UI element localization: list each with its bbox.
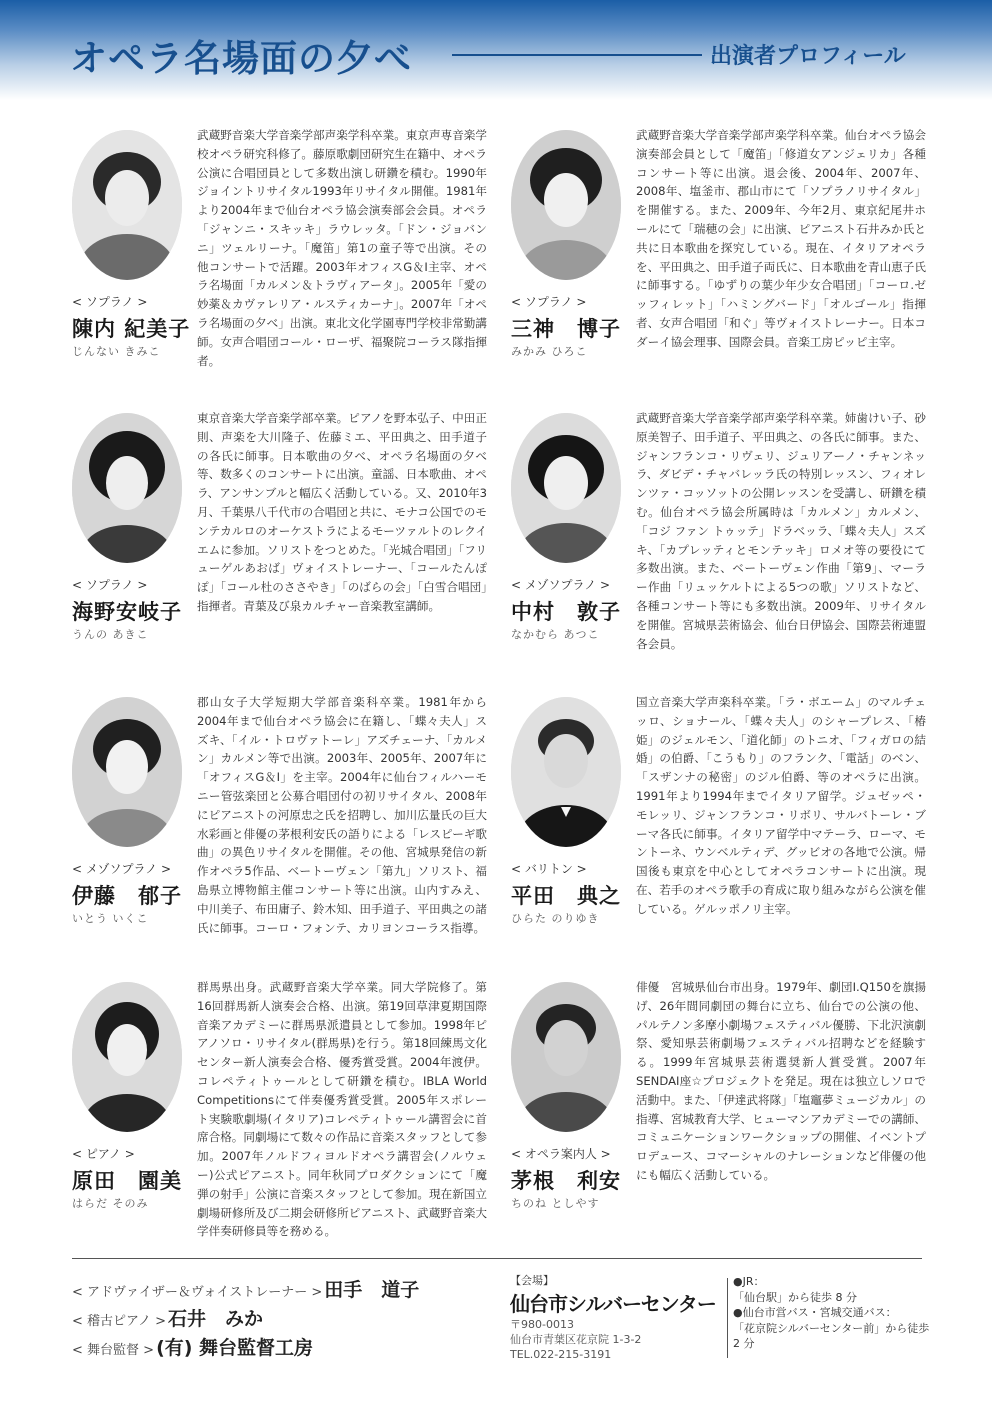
performer-reading: みかみ ひろこ [511, 345, 588, 358]
performer-bio: 東京音楽大学音楽学部卒業。ピアノを野本弘子、中田正則、声楽を大川隆子、佐藤ミエ、平田典之、田手道子の各氏に師事。日本歌曲の夕べ、オペラ名場面の夕べ等、数多くのコンサートに出演。童謡、日本歌曲、オペラ、アンサンブルと幅広く活動している。又、2010年3月、千葉県八千代市の合唱団と共に、モナコ公国でのモンテカルロのオーケストラによるモーツァルトのレクイエムに参加。ソリストをつとめた。「光城合唱団」「フリューゲルあおば」ヴォイストレーナー、「コールたんぽぽ」「コール杜のささやき」「のばらの会」「白雪合唱団」指揮者。青葉及び泉カルチャー音楽教室講師。 [197, 411, 487, 613]
access-bus-label: ●仙台市営バス・宮城交通バス： [733, 1306, 897, 1319]
profile-card [72, 413, 512, 683]
performer-name: 陳内 紀美子 [72, 317, 191, 341]
performer-bio: 武蔵野音楽大学音楽学部声楽学科卒業。仙台オペラ協会演奏部会員として「魔笛」「修道女アンジェリカ」各種コンサート等に出演。退会後、2004年、2007年、2008年、塩釜市、郡山市にて「ソプラノリサイタル」を開催する。また、2009年、今年2月、東京紀尾井ホールにて「瑞穂の会」に出演、ピアニスト石井みか氏と共に日本歌曲を探究している。現在、イタリアオペラを、平田典之、田手道子両氏に、日本歌曲を青山恵子氏に師事する。「ゆずりの葉少年少女合唱団」「コーロ.ゼッフィレット」「ハミングバード」「オルゴール」指揮者、女声合唱団「和ぐ」等ヴォイストレーナー。日本コダーイ協会理事、国際会員。音楽工房ピッピ主宰。 [636, 128, 926, 349]
performer-reading: いとう いくこ [72, 912, 149, 925]
staff-role: < アドヴァイザー＆ヴォイストレーナー > [72, 1285, 323, 1300]
venue-address: 仙台市青葉区花京院 1-3-2 [510, 1333, 642, 1346]
title-rule [452, 54, 702, 56]
page-title: オペラ名場面の夕べ [70, 37, 412, 80]
performer-role: < メゾソプラノ > [511, 578, 611, 592]
performer-role: < ソプラノ > [511, 295, 587, 309]
access-jr-label: ●JR： [733, 1275, 765, 1288]
venue-name: 仙台市シルバーセンター [510, 1292, 716, 1316]
performer-bio: 郡山女子大学短期大学部音楽科卒業。1981年から2004年まで仙台オペラ協会に在籍し、「蝶々夫人」スズキ、「イル・トロヴァトーレ」アズチェーナ、「カルメン」カルメン等で出演。2003年、2005年、2007年に「オフィスG＆I」を主宰。2004年に仙台フィルハーモニー管弦楽団と公募合唱団付の初リサイタル、2008年にピアニストの河原忠之氏を招聘し、加川広量氏の巨大水彩画と俳優の茅根利安氏の語りによる「レスピーギ歌曲」の異色リサイタルを開催。その他、宮城県発信の新作オペラ5作品、ベートーヴェン「第九」ソリスト、福島県立博物館主催コンサート等に出演。山内すみえ、中川美子、布田庸子、鈴木知、田手道子、平田典之の諸氏に師事。コーロ・フォンテ、カリヨンコーラス指導。 [197, 695, 487, 935]
staff-role: < 稽古ピアノ > [72, 1314, 167, 1329]
performer-bio: 群馬県出身。武蔵野音楽大学卒業。同大学院修了。第16回群馬新人演奏会合格、出演。第19回草津夏期国際音楽アカデミーに群馬県派遣員として参加。1998年ピアノソロ・リサイタル(群馬県)を行う。第18回練馬文化センター新人演奏会合格、優秀賞受賞。2004年渡伊。コレペティトゥールとして研鑽を積む。IBLA World Competitionsにて伴奏優秀賞受賞。2005年スポレート実験歌劇場(イタリア)コレペティトゥール講習会に首席合格。同劇場にて数々の作品に音楽スタッフとして参加。2007年ノルドフィヨルドオペラ講習会(ノルウェー)公式ピアニスト。同年秋同プロダクションにて「魔弾の射手」公演に音楽スタッフとして参加。現在新国立劇場研修所及び二期会研修所ピアニスト、武蔵野音楽大学伴奏研修員等を務める。 [197, 980, 487, 1239]
venue-label: 【会場】 [510, 1274, 554, 1287]
access-bus-text: 「花京院シルバーセンター前」から徒歩 2 分 [733, 1321, 930, 1350]
performer-photo [511, 697, 621, 847]
access-jr-text: 「仙台駅」から徒歩 8 分 [733, 1290, 857, 1304]
performer-photo [72, 697, 182, 847]
venue-tel: TEL.022-215-3191 [510, 1348, 612, 1361]
profile-card [72, 697, 512, 967]
staff-name: (有) 舞台監督工房 [156, 1337, 314, 1359]
venue-postal: 〒980-0013 [510, 1318, 574, 1331]
staff-row [72, 1333, 313, 1360]
performer-photo [72, 982, 182, 1132]
venue-block [510, 1272, 720, 1362]
performer-reading: はらだ そのみ [72, 1197, 149, 1210]
performer-reading: じんない きみこ [72, 345, 161, 358]
staff-name: 石井 みか [168, 1308, 264, 1330]
staff-row [72, 1304, 263, 1331]
performer-name: 海野安岐子 [72, 600, 182, 624]
profile-card [511, 130, 951, 400]
page-subtitle: 出演者プロフィール [710, 44, 906, 69]
performer-role: < ソプラノ > [72, 295, 148, 309]
performer-bio: 武蔵野音楽大学音楽学部声楽学科卒業。姉歯けい子、砂原美智子、田手道子、平田典之、の各氏に師事。また、ジャンフランコ・リヴェリ、ジュリアーノ・チャンネッラ、ダビデ・チャバレッラ氏の特別レッスン、フィオレンツァ・コッソットの公開レッスンを受講し、研鑽を積む。仙台オペラ協会所属時は「カルメン」カルメン、「コジ ファン トゥッテ」ドラベッラ、「蝶々夫人」スズキ、「カプレッティとモンテッキ」ロメオ等の要役にて多数出演。また、ベートーヴェン作曲「第9」、マーラー作曲「リュッケルトによる5つの歌」ソリストなど、各種コンサート等にも多数出演。2009年、リサイタルを開催。宮城県芸術協会、仙台日伊協会、国際芸術連盟各会員。 [636, 411, 926, 651]
performer-photo [72, 413, 182, 563]
venue-divider [727, 1278, 728, 1358]
performer-role: < ピアノ > [72, 1147, 135, 1161]
performer-reading: うんの あきこ [72, 628, 149, 641]
footer-divider [72, 1258, 922, 1259]
performer-role: < ソプラノ > [72, 578, 148, 592]
performer-name: 茅根 利安 [511, 1169, 621, 1193]
performer-photo [511, 130, 621, 280]
performer-photo [511, 982, 621, 1132]
access-info [733, 1274, 933, 1352]
performer-role: < オペラ案内人 > [511, 1147, 611, 1161]
performer-reading: ひらた のりゆき [511, 912, 600, 925]
performer-bio: 国立音楽大学声楽科卒業。「ラ・ボエーム」のマルチェッロ、ショナール、「蝶々夫人」のシャープレス、「椿姫」のジェルモン、「道化師」のトニオ、「フィガロの結婚」の伯爵、「こうもり」のフランク、「電話」のベン、「スザンナの秘密」のジル伯爵、等のオペラに出演。1991年より1994年までイタリア留学。ジュゼッペ・モレッリ、ジャンフランコ・リボリ、サルバトーレ・ブーマ各氏に師事。イタリア留学中マテーラ、ローマ、モントーネ、ウンベルティデ、グッビオの各地で公演。帰国後も東京を中心としてオペラコンサートに出演。現在、若手のオペラ歌手の育成に取り組みながら公演を催している。ゲルッポノリ主宰。 [636, 695, 926, 916]
performer-role: < メゾソプラノ > [72, 862, 172, 876]
performer-photo [72, 130, 182, 280]
profile-card [72, 130, 512, 400]
performer-name: 伊藤 郁子 [72, 884, 182, 908]
profile-card [511, 982, 951, 1252]
performer-bio: 俳優 宮城県仙台市出身。1979年、劇団I.Q150を旗揚げ、26年間同劇団の舞台に立ち、仙台での公演の他、パルテノン多摩小劇場フェスティバル優勝、下北沢演劇祭、愛知県芸術劇場フェスティバル招聘などを経験する。1999年宮城県芸術選奨新人賞受賞。2007年SENDAI座☆プロジェクトを発足。現在は独立しソロで活動中。また、「伊達武将隊」「塩竈夢ミュージカル」の指導、宮城教育大学、ヒューマンアカデミーでの講師、コミュニケーションワークショップの開催、イベントプロデュース、コマーシャルのナレーションなど俳優の他にも幅広く活動している。 [636, 980, 926, 1182]
staff-role: < 舞台監督 > [72, 1343, 155, 1358]
performer-name: 原田 園美 [72, 1169, 182, 1193]
performer-reading: ちのね としやす [511, 1197, 600, 1210]
performer-role: < バリトン > [511, 862, 587, 876]
profile-card [511, 697, 951, 967]
profile-card [511, 413, 951, 683]
staff-row [72, 1275, 419, 1302]
performer-bio: 武蔵野音楽大学音楽学部声楽学科卒業。東京声専音楽学校オペラ研究科修了。藤原歌劇団研究生在籍中、オペラ公演に合唱団員として多数出演し研鑽を積む。1990年ジョイントリサイタル1993年リサイタル開催。1981年より2004年まで仙台オペラ協会演奏部会会員。オペラ「ジャンニ・スキッキ」ラウレッタ。「ドン・ジョバンニ」ツェルリーナ。「魔笛」第1の童子等で出演。その他コンサートで活躍。2003年オフィスG＆I主宰、オペラ名場面「カルメン＆トラヴィアータ」。2005年「愛の妙薬＆カヴァレリア・ルスティカーナ」。2007年「オペラ名場面の夕べ」出演。東北文化学園専門学校非常勤講師。女声合唱団コール・ローザ、福聚院コーラス隊指揮者。 [197, 128, 487, 368]
performer-name: 平田 典之 [511, 884, 621, 908]
performer-reading: なかむら あつこ [511, 628, 600, 641]
staff-name: 田手 道子 [324, 1279, 420, 1301]
performer-photo [511, 413, 621, 563]
performer-name: 三神 博子 [511, 317, 621, 341]
profile-card [72, 982, 512, 1252]
performer-name: 中村 敦子 [511, 600, 621, 624]
